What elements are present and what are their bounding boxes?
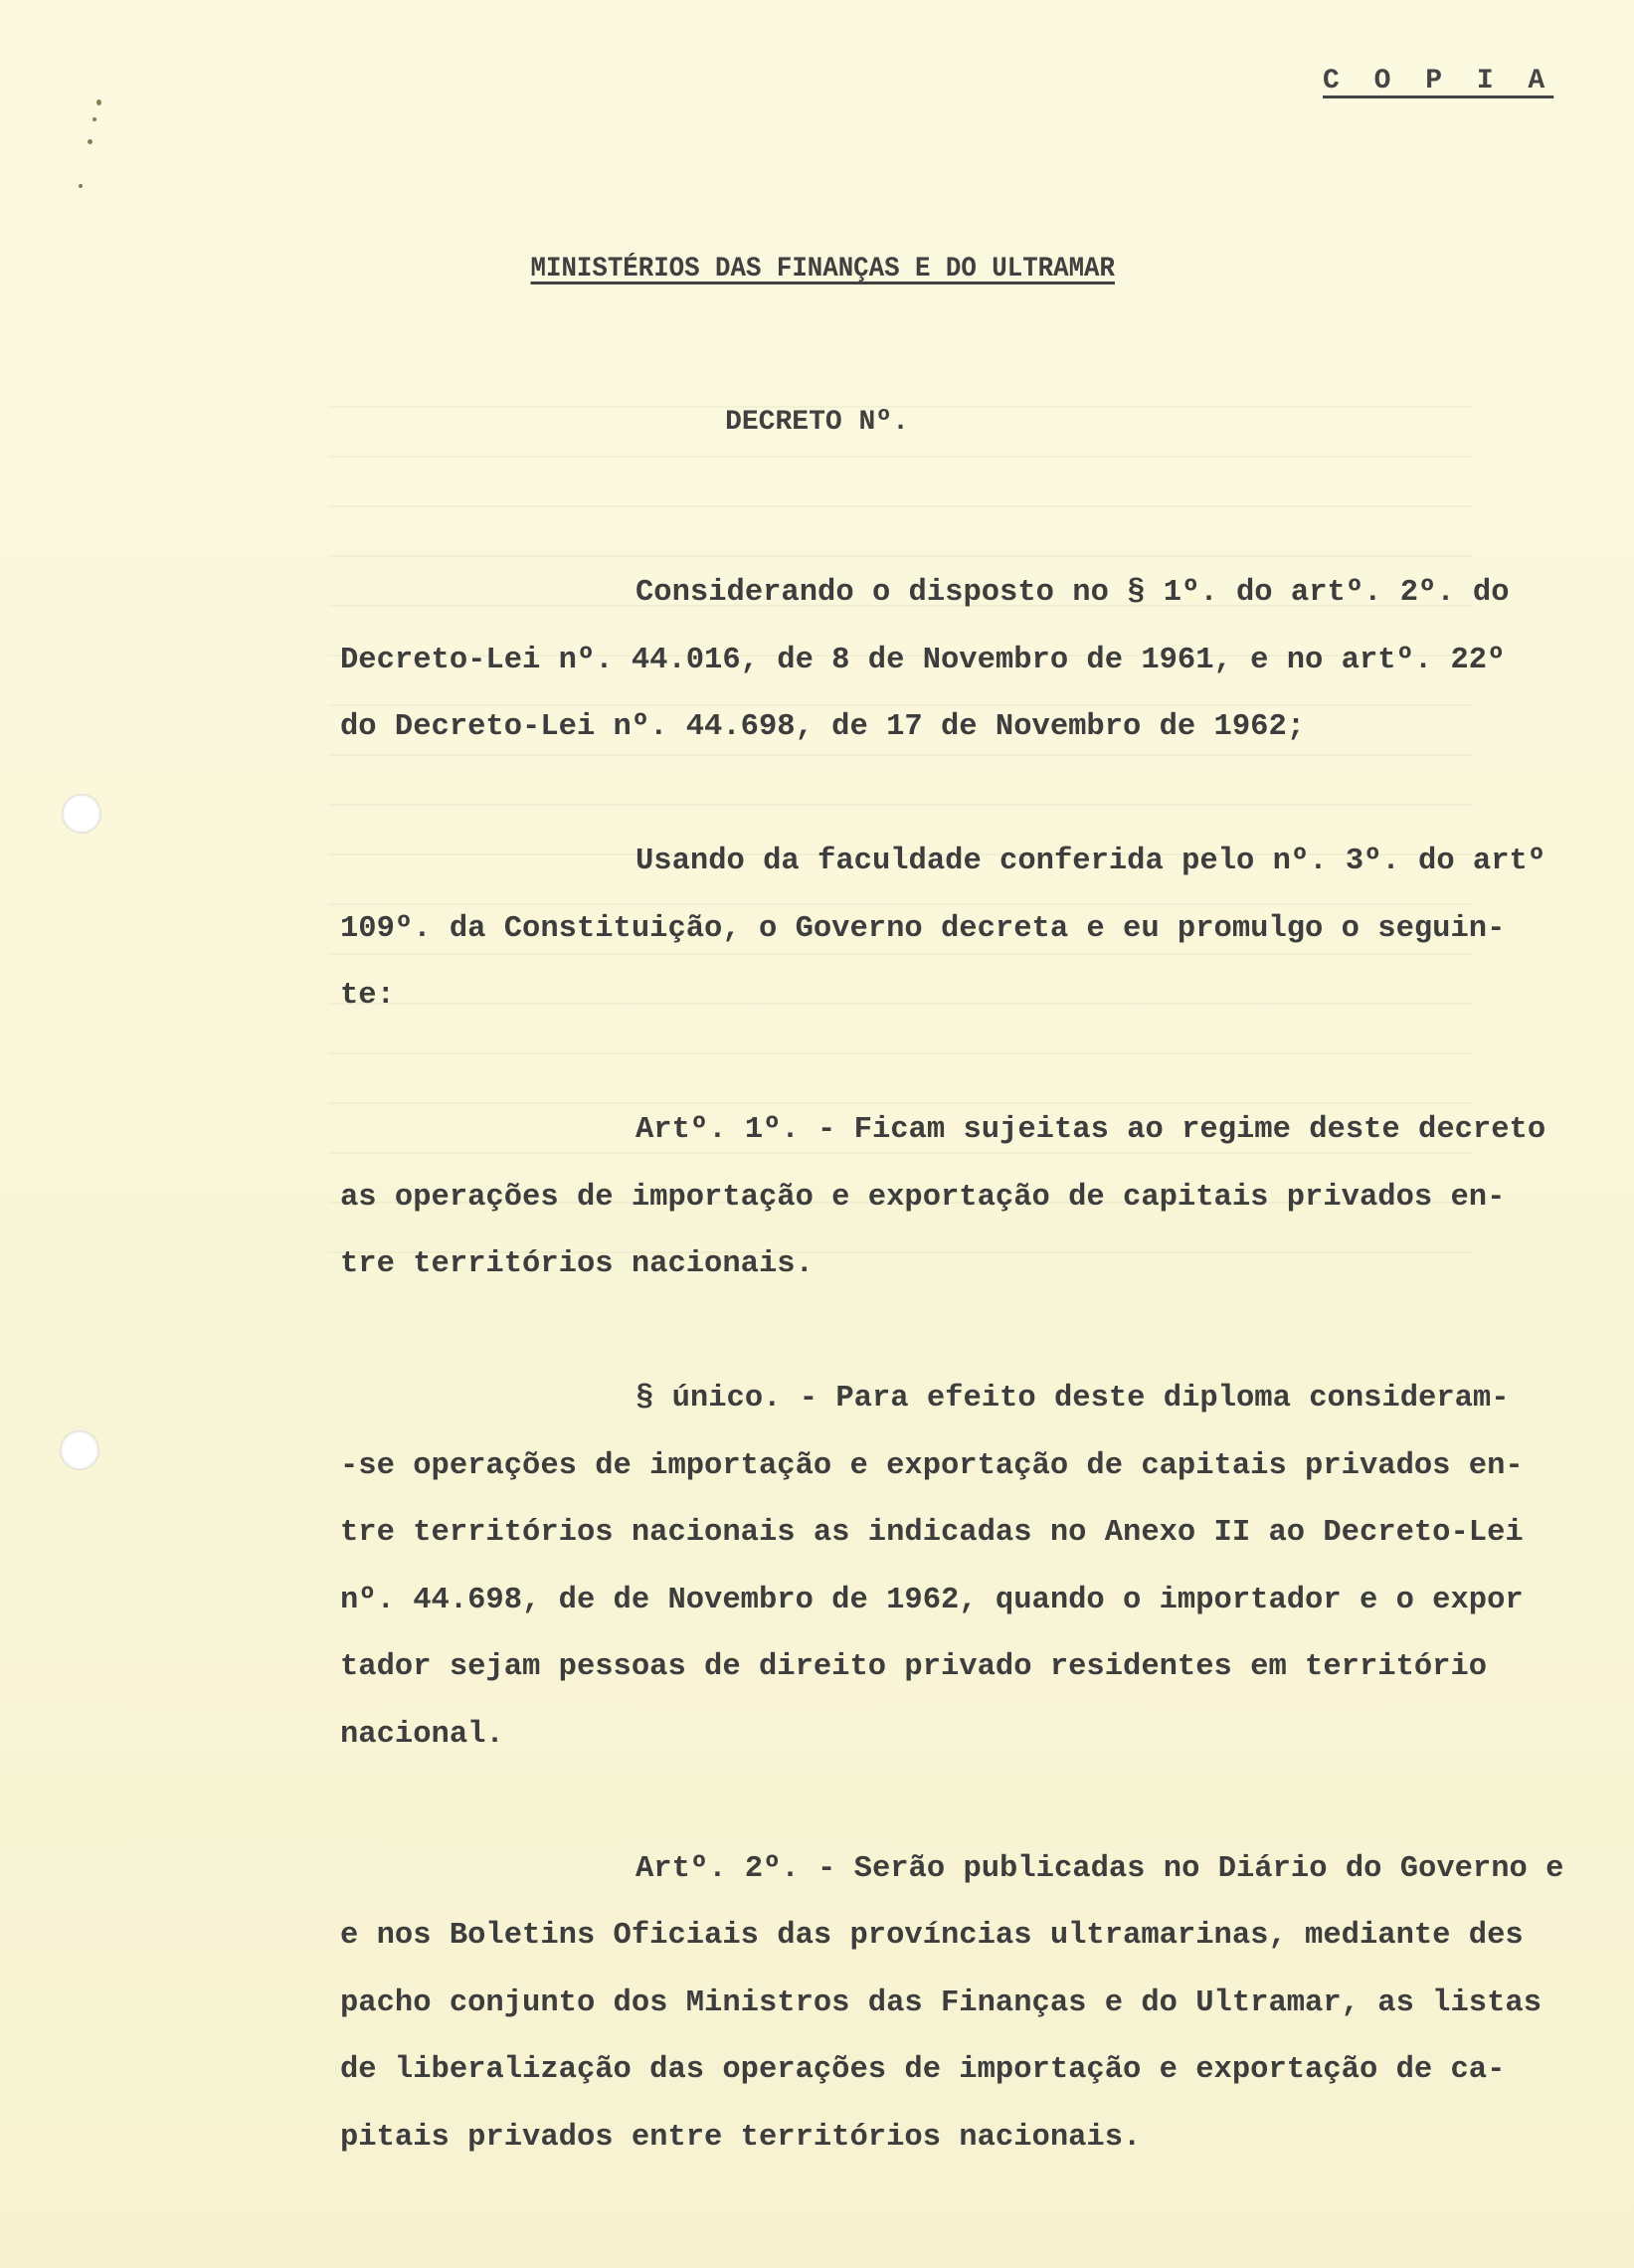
copy-stamp: C O P I A [1323,66,1554,96]
text-line: e nos Boletins Oficiais das províncias ultramarinas, mediante des [340,1919,1524,1953]
paragraph-single-section [340,1366,1623,1769]
punch-hole-lower [60,1430,99,1470]
paragraph-usando [340,829,1623,1031]
decree-body [340,560,1623,2239]
paragraph-article-1 [340,1097,1623,1299]
paragraph-article-2 [340,1836,1623,2173]
text-line: 109º. da Constituição, o Governo decreta e eu promulgo o seguin- [340,911,1506,946]
paper-speck [79,184,83,188]
text-line: pacho conjunto dos Ministros das Finanças e do Ultramar, as listas [340,1985,1542,2020]
text-line: tre territórios nacionais. [340,1247,814,1281]
text-line: do Decreto-Lei nº. 44.698, de 17 de Novembro de 1962; [340,710,1306,744]
text-line: § único. - Para efeito deste diploma consideram- [635,1382,1510,1416]
text-line: Decreto-Lei nº. 44.016, de 8 de Novembro de 1961, e no artº. 22º [340,643,1506,677]
decree-number-heading: DECRETO Nº. [725,407,909,438]
text-line: tre territórios nacionais as indicadas no Anexo II ao Decreto-Lei [340,1516,1524,1550]
punch-hole-upper [62,794,101,834]
text-line: -se operações de importação e exportação de capitais privados en- [340,1448,1524,1483]
ministry-heading: MINISTÉRIOS DAS FINANÇAS E DO ULTRAMAR [530,254,1115,284]
text-line: nº. 44.698, de de Novembro de 1962, quando o importador e o expor [340,1583,1524,1617]
text-line: as operações de importação e exportação de capitais privados en- [340,1180,1506,1215]
text-line: Usando da faculdade conferida pelo nº. 3º. do artº [635,845,1546,878]
paper-speck [88,139,92,144]
text-line: te: [340,979,395,1013]
text-line: Artº. 2º. - Serão publicadas no Diário do Governo e [635,1851,1564,1886]
text-line: pitais privados entre territórios nacionais. [340,2120,1142,2155]
text-line: nacional. [340,1717,504,1752]
paper-speck [92,117,96,121]
text-line: Artº. 1º. - Ficam sujeitas ao regime deste decreto [635,1113,1546,1147]
text-line: de liberalização das operações de importação e exportação de ca- [340,2053,1506,2087]
text-line: Considerando o disposto no § 1º. do artº. 2º. do [635,576,1510,610]
text-line: tador sejam pessoas de direito privado residentes em território [340,1650,1488,1684]
paragraph-considerando [340,560,1623,762]
paper-speck [96,99,101,105]
